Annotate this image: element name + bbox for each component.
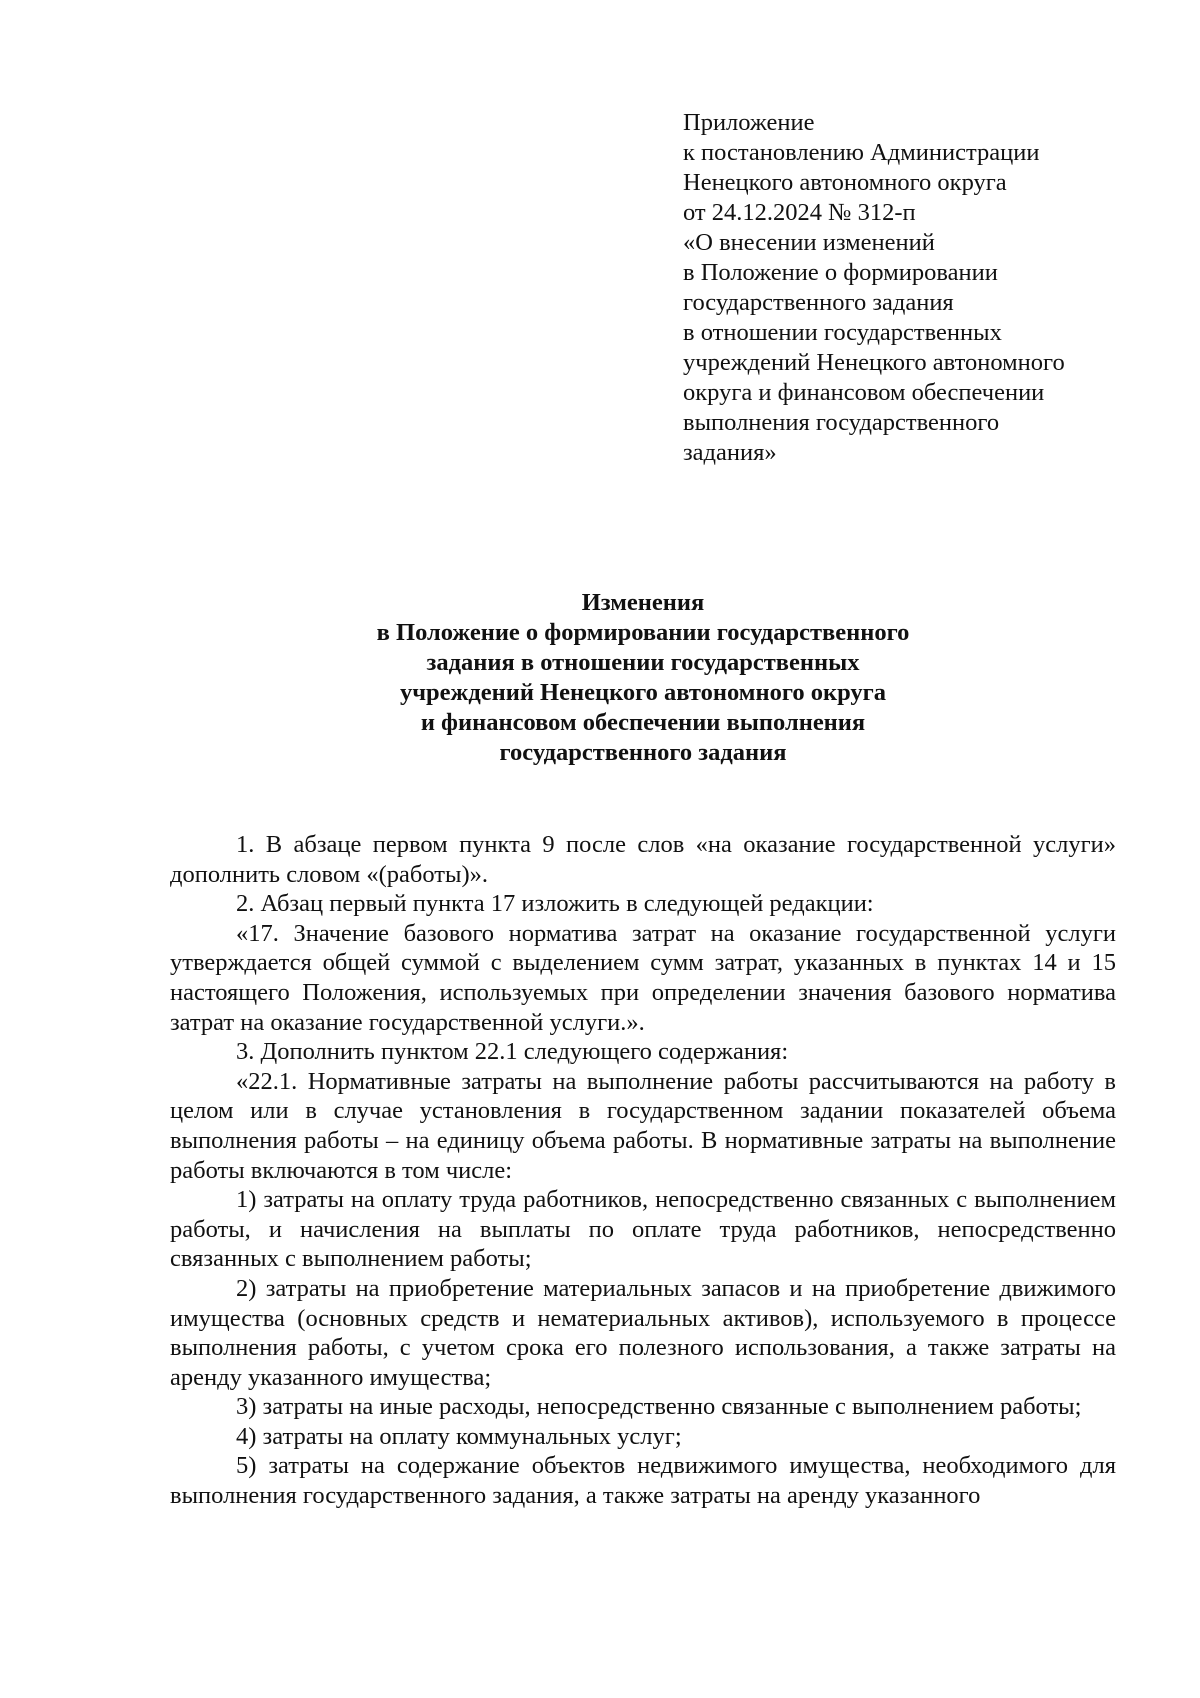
paragraph: 4) затраты на оплату коммунальных услуг; <box>236 1422 682 1450</box>
appendix-line: выполнения государственного <box>683 409 1000 436</box>
appendix-line: в отношении государственных <box>683 319 1002 346</box>
document-title <box>170 588 1116 768</box>
appendix-line: к постановлению Администрации <box>683 139 1040 166</box>
document-body <box>170 830 1116 1511</box>
appendix-line: Приложение <box>683 109 815 136</box>
paragraph: «17. Значение базового норматива затрат на оказание государственной услуги утверждается общей суммой с выделением сумм затрат, указанных в пунктах 14 и 15 настоящего Положения, используемых при определении значения базового норматива затрат на оказание государственной услуги.». <box>170 919 1116 1036</box>
appendix-line: Ненецкого автономного округа <box>683 169 1007 196</box>
title-line: Изменения <box>581 589 705 616</box>
paragraph: 2) затраты на приобретение материальных запасов и на приобретение движимого имущества (основных средств и нематериальных активов), используемого в процессе выполнения работы, с учетом срока его полезного использования, а также затраты на аренду указанного имущества; <box>170 1274 1116 1391</box>
appendix-line: от 24.12.2024 № 312-п <box>683 199 916 226</box>
paragraph: «22.1. Нормативные затраты на выполнение работы рассчитываются на работу в целом или в случае установления в государственном задании показателей объема выполнения работы – на единицу объема работы. В нормативные затраты на выполнение работы включаются в том числе: <box>170 1067 1116 1184</box>
appendix-line: государственного задания <box>683 289 954 316</box>
paragraph: 5) затраты на содержание объектов недвижимого имущества, необходимого для выполнения государственного задания, а также затраты на аренду указанного <box>170 1452 1116 1510</box>
title-line: в Положение о формировании государственного <box>376 619 910 646</box>
appendix-line: задания» <box>683 439 777 466</box>
title-line: задания в отношении государственных <box>426 649 860 676</box>
title-line: учреждений Ненецкого автономного округа <box>399 679 887 706</box>
appendix-line: в Положение о формировании <box>683 259 998 286</box>
paragraph: 3) затраты на иные расходы, непосредственно связанные с выполнением работы; <box>236 1393 1082 1421</box>
appendix-line: «О внесении изменений <box>683 229 935 256</box>
title-line: государственного задания <box>499 739 787 766</box>
appendix-line: округа и финансовом обеспечении <box>683 379 1045 406</box>
paragraph: 1) затраты на оплату труда работников, непосредственно связанных с выполнением работы, и начисления на выплаты по оплате труда работников, непосредственно связанных с выполнением работы; <box>170 1186 1116 1273</box>
title-line: и финансовом обеспечении выполнения <box>420 709 866 736</box>
appendix-line: учреждений Ненецкого автономного <box>683 349 1065 376</box>
appendix-block <box>683 108 1153 468</box>
paragraph: 3. Дополнить пунктом 22.1 следующего содержания: <box>236 1038 789 1066</box>
paragraph: 1. В абзаце первом пункта 9 после слов «на оказание государственной услуги» дополнить словом «(работы)». <box>170 831 1116 888</box>
paragraph: 2. Абзац первый пункта 17 изложить в следующей редакции: <box>236 890 874 918</box>
